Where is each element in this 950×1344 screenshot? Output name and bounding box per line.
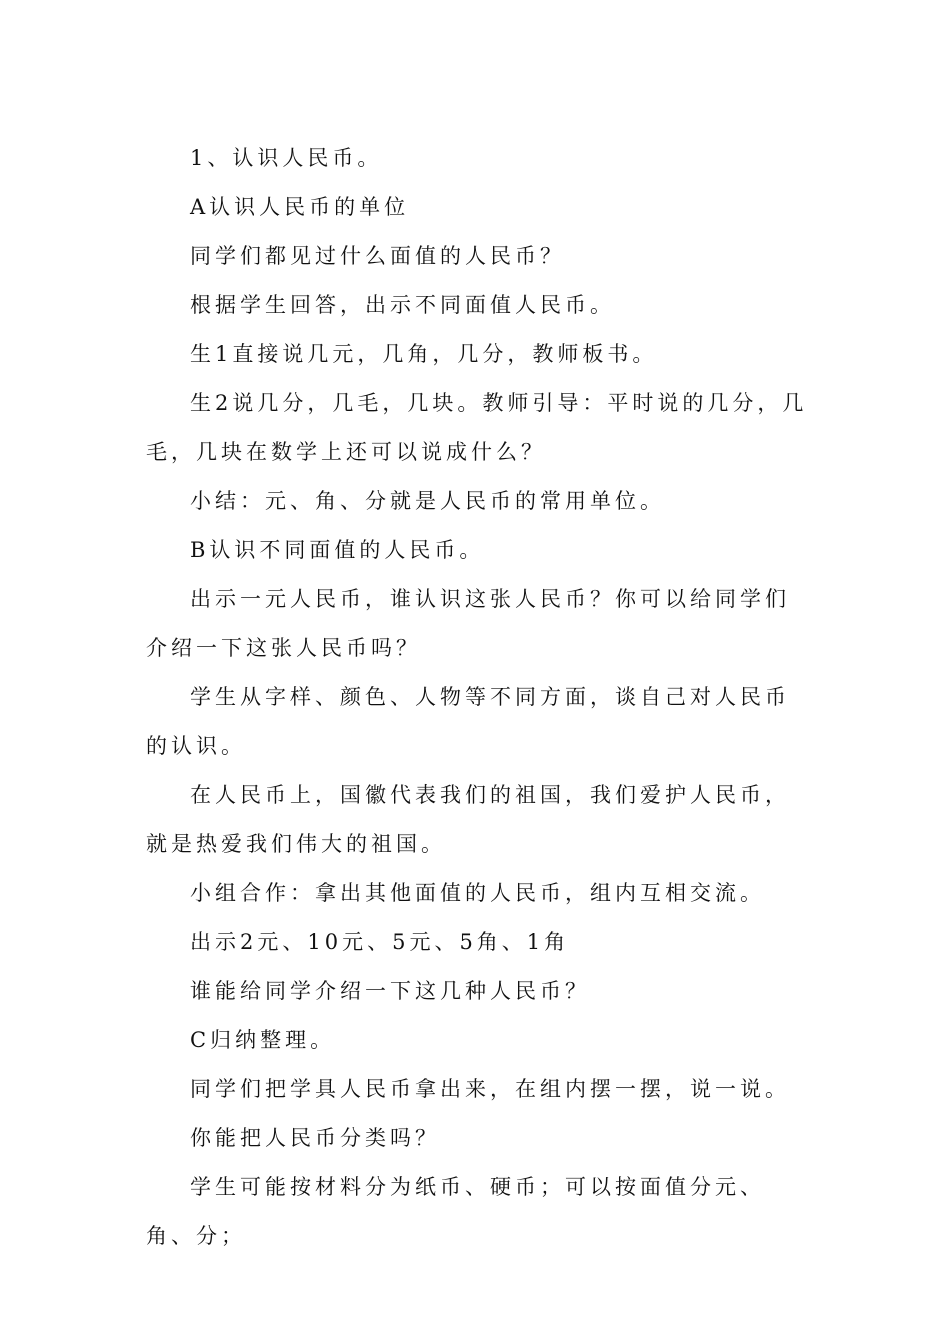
paragraph-12: 小组合作：拿出其他面值的人民币，组内互相交流。 [190,881,765,905]
document-body [146,134,811,1261]
paragraph-1: 1、认识人民币。 [190,146,383,170]
paragraph-14: 谁能给同学介绍一下这几种人民币？ [190,979,590,1003]
paragraph-4: 根据学生回答，出示不同面值人民币。 [190,293,615,317]
paragraph-8: B认识不同面值的人民币。 [190,538,485,562]
paragraph-7: 小结：元、角、分就是人民币的常用单位。 [190,489,665,513]
paragraph-6: 生2说几分，几毛，几块。教师引导：平时说的几分，几毛，几块在数学上还可以说成什么？ [146,391,808,464]
paragraph-9: 出示一元人民币，谁认识这张人民币？你可以给同学们介绍一下这张人民币吗？ [146,587,790,660]
paragraph-5: 生1直接说几元，几角，几分，教师板书。 [190,342,658,366]
paragraph-2: A认识人民币的单位 [190,195,410,219]
paragraph-17: 你能把人民币分类吗？ [190,1126,440,1150]
paragraph-18: 学生可能按材料分为纸币、硬币；可以按面值分元、角、分； [146,1175,765,1248]
paragraph-3: 同学们都见过什么面值的人民币？ [190,244,565,268]
paragraph-10: 学生从字样、颜色、人物等不同方面，谈自己对人民币的认识。 [146,685,790,758]
paragraph-13: 出示2元、10元、5元、5角、1角 [190,930,570,954]
paragraph-15: C归纳整理。 [190,1028,336,1052]
paragraph-16: 同学们把学具人民币拿出来，在组内摆一摆，说一说。 [190,1077,790,1101]
paragraph-11: 在人民币上，国徽代表我们的祖国，我们爱护人民币，就是热爱我们伟大的祖国。 [146,783,790,856]
